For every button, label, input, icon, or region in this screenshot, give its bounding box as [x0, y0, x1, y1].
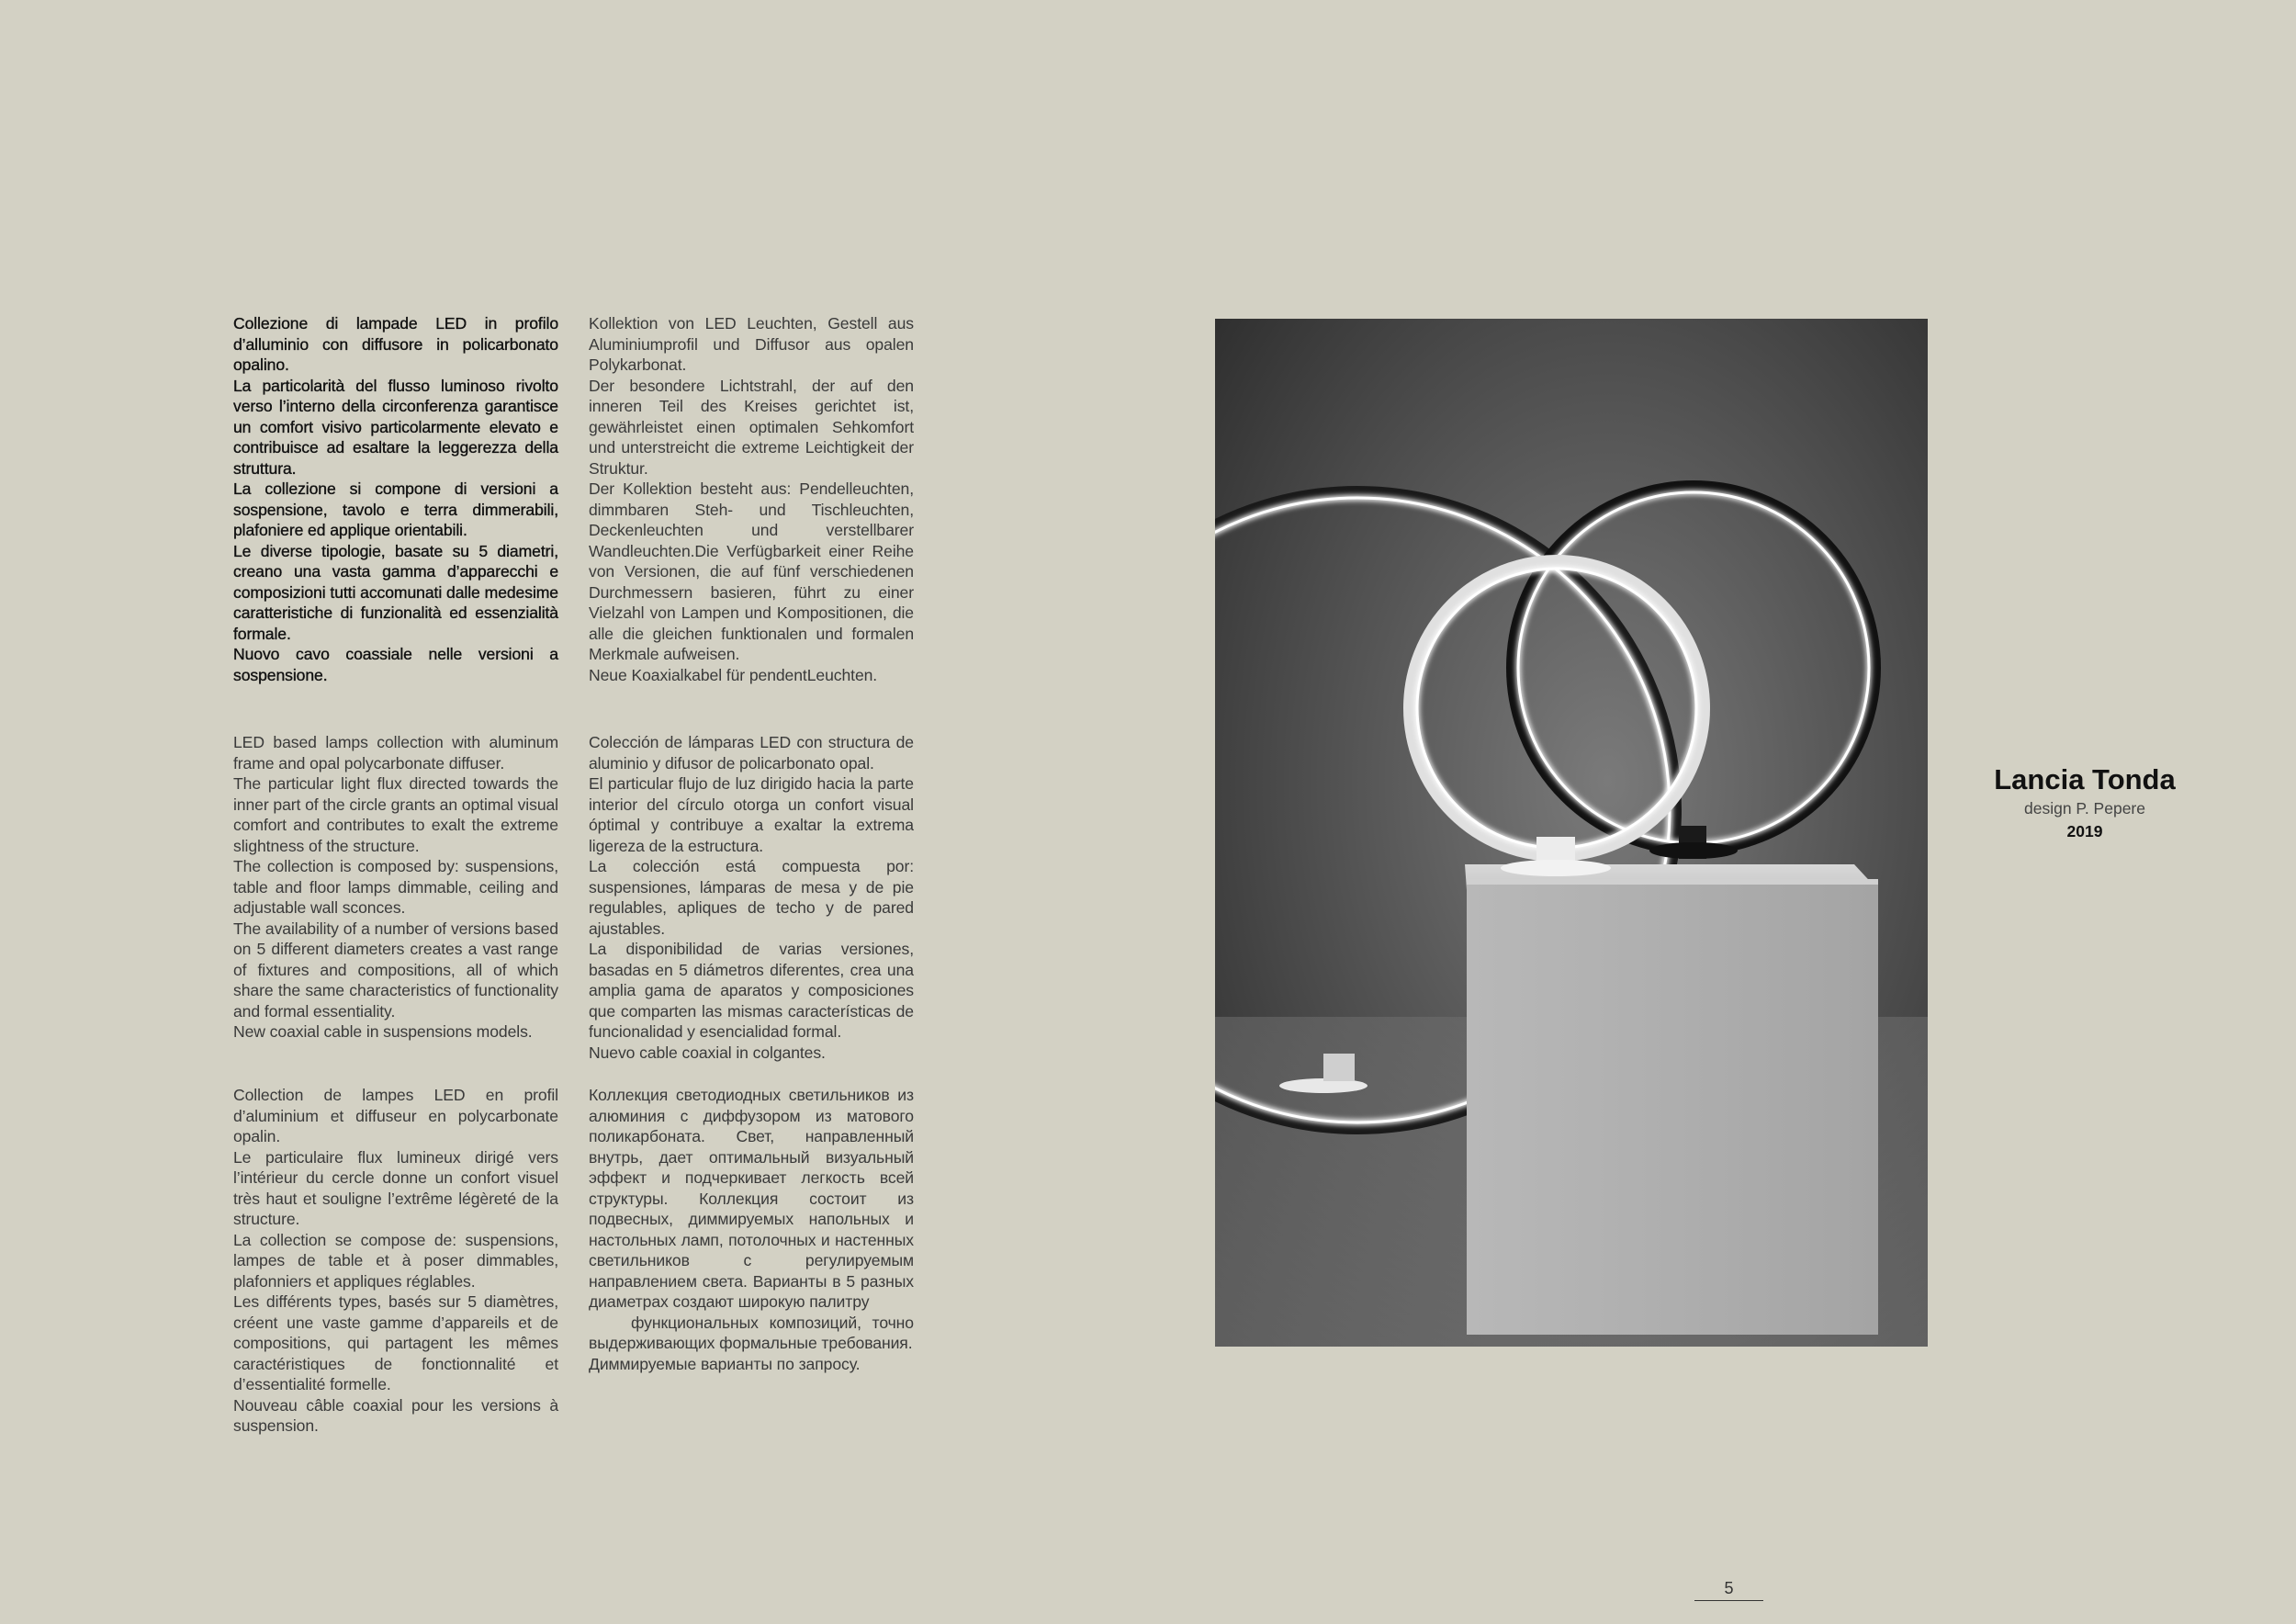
paragraph: The availability of a number of versions based on 5 different diameters creates a vast range of fixtures and compositions, all of which share the same characteristics of functionality and formal essentiality.	[233, 919, 558, 1021]
paragraph: Kollektion von LED Leuchten, Gestell aus Aluminiumprofil und Diffusor aus opalen Polykarbonat.	[589, 314, 914, 374]
italian-description	[233, 313, 558, 685]
russian-description	[589, 1085, 914, 1374]
paragraph: Colección de lámparas LED con structura de aluminio y difusor de policarbonato opal.	[589, 733, 914, 773]
paragraph: La colección está compuesta por: suspensiones, lámparas de mesa y de pie regulables, apliques de techo y de pared ajustables.	[589, 857, 914, 938]
english-description	[233, 732, 558, 1043]
spanish-description	[589, 732, 914, 1063]
french-description	[233, 1085, 558, 1437]
german-description	[589, 313, 914, 685]
product-title-block	[1956, 762, 2213, 843]
paragraph: The particular light flux directed towards the inner part of the circle grants an optimal visual comfort and contributes to exalt the extreme slightness of the structure.	[233, 774, 558, 855]
paragraph: Collection de lampes LED en profil d’aluminium et diffuseur en polycarbonate opalin.	[233, 1086, 558, 1145]
paragraph: Le diverse tipologie, basate su 5 diametri, creano una vasta gamma d’apparecchi e composizioni tutti accomunati dalle medesime caratteristiche di funzionalità ed essenzialità formale.	[233, 541, 558, 643]
paragraph: Les différents types, basés sur 5 diamètres, créent une vaste gamme d’appareils et de compositions, qui partagent les mêmes caractéristiques de fonctionnalité et d’essentialité formelle.	[233, 1292, 558, 1393]
paragraph: The collection is composed by: suspensions, table and floor lamps dimmable, ceiling and adjustable wall sconces.	[233, 857, 558, 917]
paragraph: Коллекция светодиодных светильников из алюминия с диффузором из матового поликарбоната. Свет, направленный внутрь, дает оптимальный визуальный эффект и подчеркивает легкость всей структуры. Коллекция состоит из подвесных, диммируемых напольных и настольных ламп, потолочных и настенных светильников с регулируемым направлением света. Варианты в 5 разных диаметрах создают широкую палитру	[589, 1086, 914, 1311]
paragraph: Der Kollektion besteht aus: Pendelleuchten, dimmbaren Steh- und Tischleuchten, Deckenleuchten und verstellbarer Wandleuchten.Die Verfügbarkeit einer Reihe von Versionen, die auf fünf verschiedenen Durchmessern basieren, führt zu einer Vielzahl von Lampen und Kompositionen, die alle die gleichen funktionalen und formalen Merkmale aufweisen.	[589, 479, 914, 663]
lamp-photo	[1215, 319, 1928, 1347]
paragraph: El particular flujo de luz dirigido hacia la parte interior del círculo otorga un confort visual óptimal y contribuye a exaltar la extrema ligereza de la estructura.	[589, 774, 914, 855]
paragraph: Nuovo cavo coassiale nelle versioni a sospensione.	[233, 645, 558, 684]
product-name: Lancia Tonda	[1994, 763, 2176, 795]
page-number-underline	[1694, 1600, 1763, 1601]
paragraph: Диммируемые варианты по запросу.	[589, 1354, 861, 1373]
paragraph: Nouveau câble coaxial pour les versions à suspension.	[233, 1395, 558, 1435]
paragraph: La particolarità del flusso luminoso rivolto verso l’interno della circonferenza garantisce un comfort visivo particolarmente elevato e contribuisce ad esaltare la leggerezza della struttura.	[233, 376, 558, 478]
paragraph: Nuevo cable coaxial in colgantes.	[589, 1043, 826, 1062]
paragraph: New coaxial cable in suspensions models.	[233, 1022, 533, 1041]
paragraph: LED based lamps collection with aluminum frame and opal polycarbonate diffuser.	[233, 733, 558, 773]
designer-credit: design P. Pepere	[2023, 799, 2145, 818]
paragraph: La collection se compose de: suspensions, lampes de table et à poser dimmables, plafonniers et appliques réglables.	[233, 1230, 558, 1291]
paragraph: функциональных композиций, точно выдерживающих формальные требования.	[589, 1313, 914, 1352]
page-number: 5	[1724, 1579, 1734, 1597]
paragraph: Collezione di lampade LED in profilo d’alluminio con diffusore in policarbonato opalino.	[233, 314, 558, 374]
paragraph: La disponibilidad de varias versiones, basadas en 5 diámetros diferentes, crea una amplia gama de aparatos y composiciones que comparten las mismas características de funcionalidad y esencialidad formal.	[589, 940, 914, 1041]
product-year: 2019	[2066, 822, 2103, 840]
paragraph: La collezione si compone di versioni a sospensione, tavolo e terra dimmerabili, plafoniere ed applique orientabili.	[233, 479, 558, 539]
paragraph: Der besondere Lichtstrahl, der auf den inneren Teil des Kreises gerichtet ist, gewährleistet einen optimalen Sehkomfort und unterstreicht die extreme Leichtigkeit der Struktur.	[589, 376, 914, 478]
paragraph: Neue Koaxialkabel für pendentLeuchten.	[589, 665, 878, 684]
paragraph: Le particulaire flux lumineux dirigé vers l’intérieur du cercle donne un confort visuel très haut et souligne l’extrême légèreté de la structure.	[233, 1147, 558, 1228]
